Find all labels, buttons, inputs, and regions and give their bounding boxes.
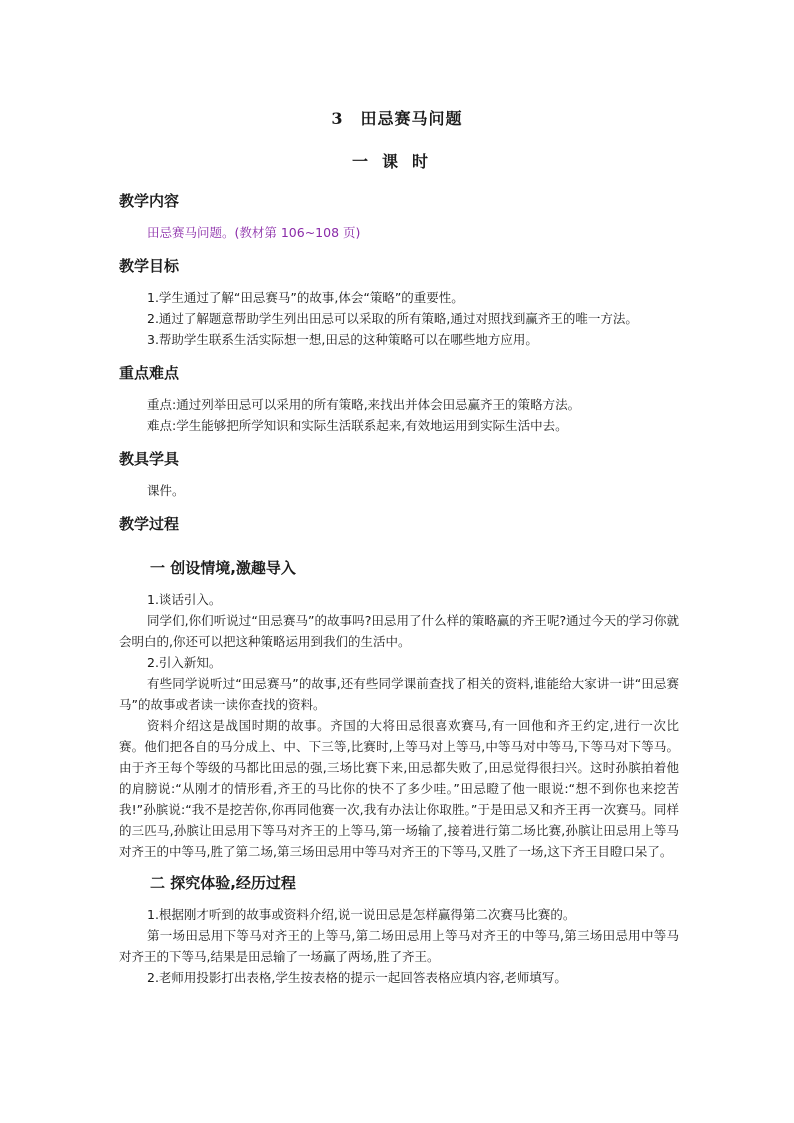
section-heading-key-points: 重点难点 (119, 364, 180, 382)
section-heading-content: 教学内容 (119, 192, 180, 210)
section-heading-goals: 教学目标 (119, 257, 180, 275)
key-point-item: 重点:通过列举田忌可以采用的所有策略,来找出并体会田忌赢齐王的策略方法。 (147, 397, 581, 412)
key-point-item: 难点:学生能够把所学知识和实际生活联系起来,有效地运用到实际生活中去。 (147, 418, 568, 433)
process-paragraph: 同学们,你们听说过“田忌赛马”的故事吗?田忌用了什么样的策略赢的齐王呢?通过今天的学习你就会明白的,你还可以把这种策略运用到我们的生活中。 (119, 613, 679, 649)
document-title: 3 田忌赛马问题 (331, 109, 463, 128)
process-part2-heading: 二 探究体验,经历过程 (150, 874, 296, 892)
process-paragraph: 资料介绍这是战国时期的故事。齐国的大将田忌很喜欢赛马,有一回他和齐王约定,进行一次比赛。他们把各自的马分成上、中、下三等,比赛时,上等马对上等马,中等马对中等马,下等马对下等马。由于齐王每个等级的马都比田忌的强,三场比赛下来,田忌都失败了,田忌觉得很扫兴。这时孙膑拍着他的肩膀说:“从刚才的情形看,齐王的马比你的快不了多少哇。”田忌瞪了他一眼说:“想不到你也来挖苦我!”孙膑说:“我不是挖苦你,你再同他赛一次,我有办法让你取胜。”于是田忌又和齐王再一次赛马。同样的三匹马,孙膑让田忌用下等马对齐王的上等马,第一场输了,接着进行第二场比赛,孙膑让田忌用上等马对齐王的中等马,胜了第二场,第三场田忌用中等马对齐王的下等马,又胜了一场,这下齐王目瞪口呆了。 (119, 718, 679, 859)
goal-item: 3.帮助学生联系生活实际想一想,田忌的这种策略可以在哪些地方应用。 (147, 332, 538, 347)
process-paragraph: 1.谈话引入。 (147, 592, 222, 607)
process-paragraph: 2.引入新知。 (147, 655, 222, 670)
process-paragraph: 有些同学说听过“田忌赛马”的故事,还有些同学课前查找了相关的资料,谁能给大家讲一讲“田忌赛马”的故事或者读一读你查找的资料。 (119, 676, 679, 712)
process-paragraph: 1.根据刚才听到的故事或资料介绍,说一说田忌是怎样赢得第二次赛马比赛的。 (147, 907, 576, 922)
process-paragraph: 2.老师用投影打出表格,学生按表格的提示一起回答表格应填内容,老师填写。 (147, 970, 567, 985)
tools-text: 课件。 (147, 483, 185, 498)
document-subtitle: 一课时 (351, 152, 442, 171)
document-body (119, 190, 679, 988)
goal-item: 1.学生通过了解“田忌赛马”的故事,体会“策略”的重要性。 (147, 290, 464, 305)
process-part1-heading: 一 创设情境,激趣导入 (150, 559, 296, 577)
process-paragraph: 第一场田忌用下等马对齐王的上等马,第二场田忌用上等马对齐王的中等马,第三场田忌用中等马对齐王的下等马,结果是田忌输了一场赢了两场,胜了齐王。 (119, 928, 679, 964)
content-text: 田忌赛马问题。(教材第 106~108 页) (147, 225, 361, 240)
section-heading-process: 教学过程 (119, 515, 180, 533)
section-heading-tools: 教具学具 (119, 450, 180, 468)
goal-item: 2.通过了解题意帮助学生列出田忌可以采取的所有策略,通过对照找到赢齐王的唯一方法。 (147, 311, 638, 326)
